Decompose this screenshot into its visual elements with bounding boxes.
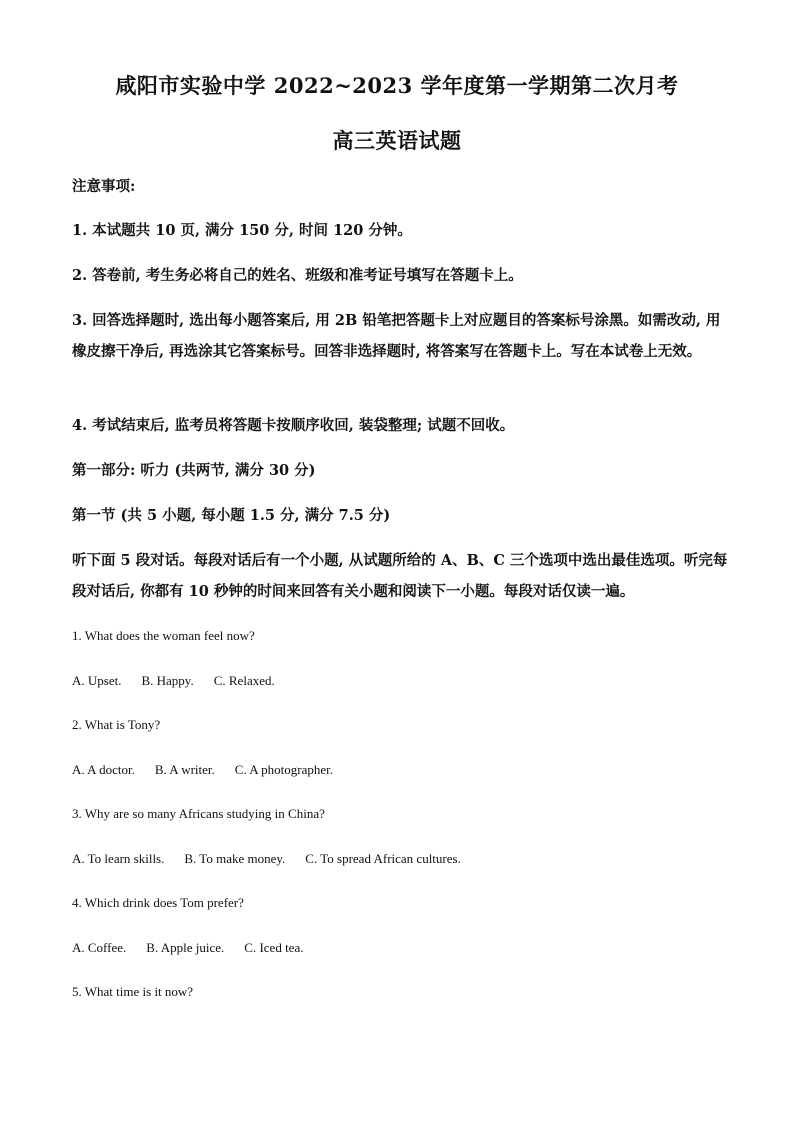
listening-instructions: 听下面 5 段对话。每段对话后有一个小题, 从试题所给的 A、B、C 三个选项中选出最佳选项。听完每段对话后, 你都有 10 秒钟的时间来回答有关小题和阅读下一小题。每段对话仅读一遍。	[72, 552, 728, 600]
question-5-stem: 5. What time is it now?	[72, 984, 194, 999]
question-1-options	[72, 673, 295, 689]
question-2-options	[72, 762, 353, 778]
exam-subtitle: 高三英语试题	[332, 128, 462, 153]
exam-title: 咸阳市实验中学 2022~2023 学年度第一学期第二次月考	[115, 73, 679, 98]
option: B. Happy.	[141, 673, 194, 688]
option: C. Iced tea.	[244, 940, 304, 955]
option: C. Relaxed.	[213, 673, 275, 688]
part-heading: 第一部分: 听力 (共两节, 满分 30 分)	[72, 462, 316, 479]
option: C. A photographer.	[234, 762, 334, 777]
option: B. To make money.	[184, 851, 286, 866]
option: A. A doctor.	[72, 762, 135, 777]
subsection-heading: 第一节 (共 5 小题, 每小题 1.5 分, 满分 7.5 分)	[72, 507, 391, 524]
note-item-1: 1. 本试题共 10 页, 满分 150 分, 时间 120 分钟。	[72, 222, 412, 239]
question-4-stem: 4. Which drink does Tom prefer?	[72, 895, 244, 910]
question-4-options	[72, 940, 323, 956]
option: B. A writer.	[154, 762, 215, 777]
question-3-options	[72, 851, 481, 867]
option: B. Apple juice.	[146, 940, 225, 955]
notes-heading: 注意事项:	[72, 178, 136, 195]
question-3-stem: 3. Why are so many Africans studying in China?	[72, 806, 325, 821]
question-1-stem: 1. What does the woman feel now?	[72, 628, 255, 643]
note-item-4: 4. 考试结束后, 监考员将答题卡按顺序收回, 装袋整理; 试题不回收。	[72, 417, 515, 434]
question-2-stem: 2. What is Tony?	[72, 717, 161, 732]
option: A. Coffee.	[72, 940, 127, 955]
option: A. Upset.	[72, 673, 122, 688]
note-item-2: 2. 答卷前, 考生务必将自己的姓名、班级和准考证号填写在答题卡上。	[72, 267, 523, 284]
option: A. To learn skills.	[72, 851, 165, 866]
note-item-3: 3. 回答选择题时, 选出每小题答案后, 用 2B 铅笔把答题卡上对应题目的答案标号涂黑。如需改动, 用橡皮擦干净后, 再选涂其它答案标号。回答非选择题时, 将答案写在答题卡上。写在本试卷上无效。	[72, 312, 721, 360]
option: C. To spread African cultures.	[305, 851, 461, 866]
